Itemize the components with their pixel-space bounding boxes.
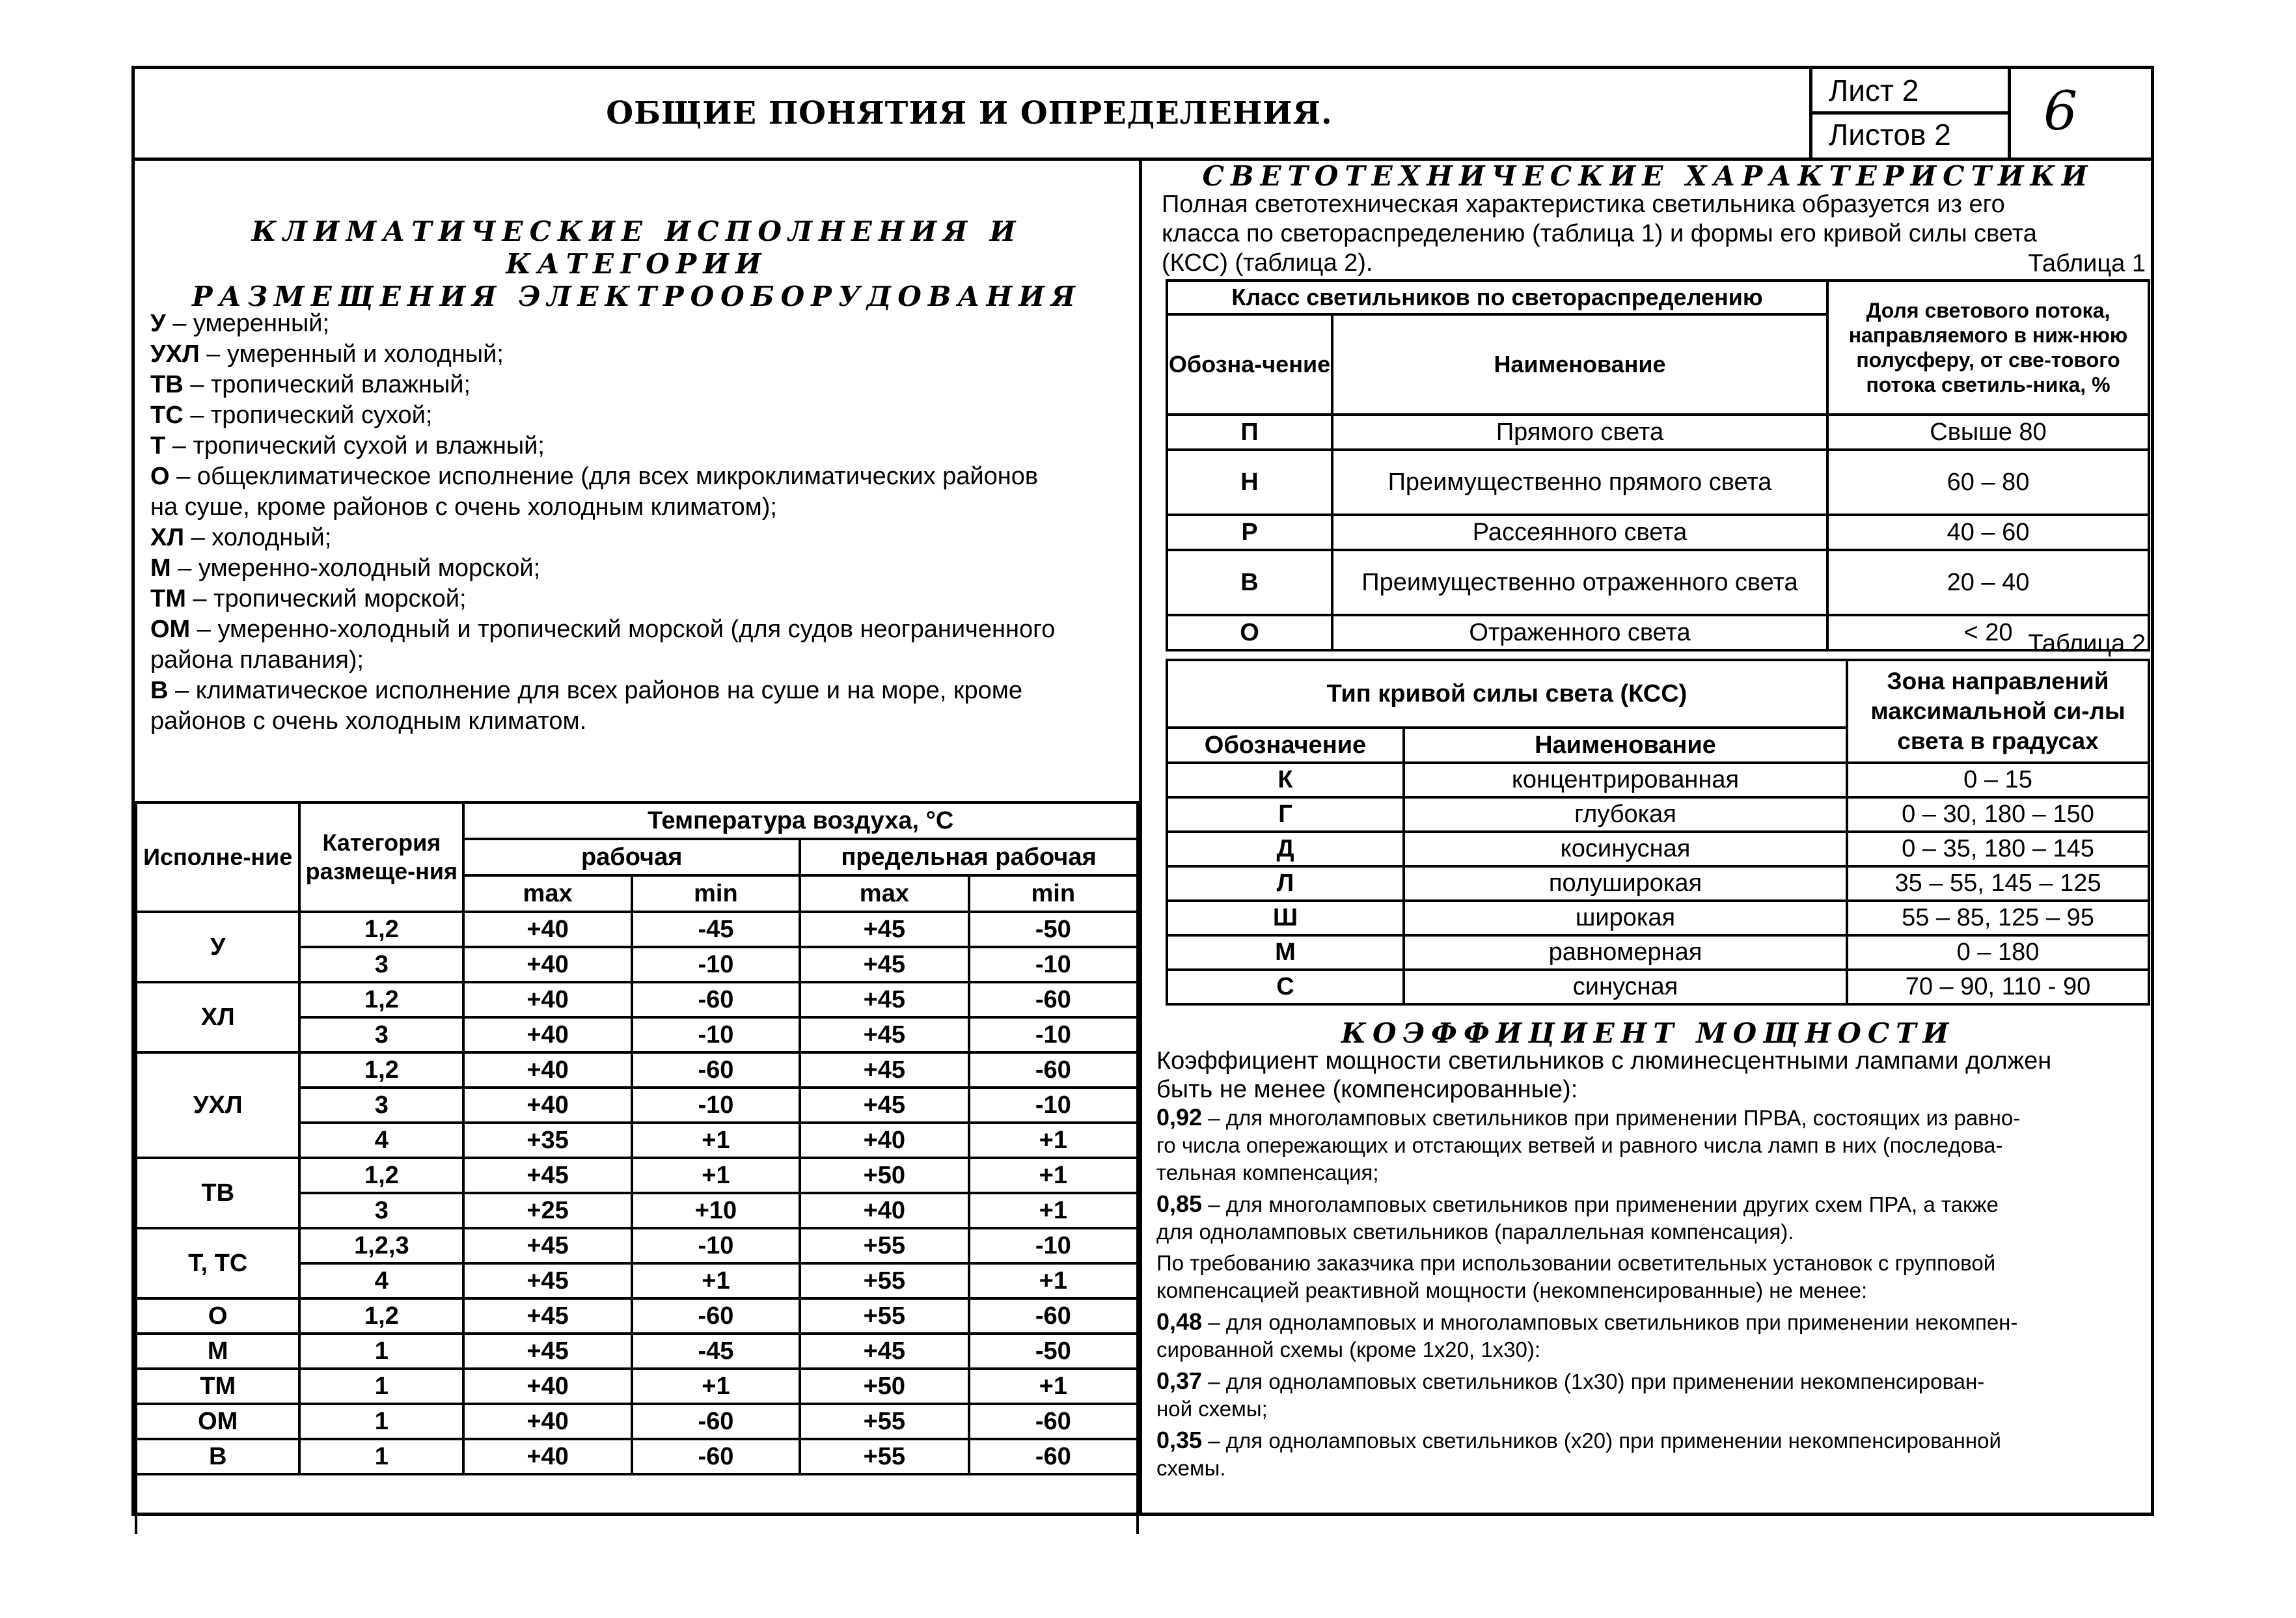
table-cell: 55 – 85, 125 – 95: [1847, 901, 2149, 935]
table-row: [1167, 450, 2149, 515]
table-cell: О: [1167, 615, 1332, 650]
th-max-zone: Зона направлений максимальной си-лы света в градусах: [1847, 660, 2149, 763]
curve-type-table: [1166, 659, 2150, 1006]
table-cell: 1: [299, 1404, 463, 1439]
power-p2: [1156, 1190, 2146, 1246]
table-row: [136, 1298, 1138, 1334]
light-intro-line: класса по светораспределению (таблица 1) и формы его кривой силы света: [1162, 220, 2037, 247]
power-intro-line: быть не менее (компенсированные):: [1156, 1076, 1578, 1103]
table-cell: +45: [800, 982, 969, 1017]
light-class-table: [1166, 279, 2150, 651]
execution-cell: ОМ: [136, 1404, 299, 1439]
th-limit: предельная рабочая: [800, 839, 1138, 875]
table-cell: глубокая: [1404, 797, 1847, 832]
table-row: [136, 1052, 1138, 1088]
power-p3-line: По требованию заказчика при использовании осветительных установок с групповой: [1156, 1251, 1996, 1275]
table-cell: 1: [299, 1439, 463, 1474]
power-p5-line: 0,37 – для одноламповых светильников (1х30) при применении некомпенсирован-: [1156, 1367, 1985, 1394]
power-p4: [1156, 1308, 2146, 1364]
climate-line-code: УХЛ: [150, 340, 200, 368]
climate-line: ОМ – умеренно-холодный и тропический морской (для судов неограниченного: [150, 616, 1056, 643]
execution-cell: УХЛ: [136, 1052, 299, 1158]
table-cell: -60: [632, 982, 800, 1017]
table-cell: 3: [299, 1088, 463, 1123]
table-cell: +45: [800, 1334, 969, 1369]
table-cell: 4: [299, 1263, 463, 1298]
table-cell: +45: [800, 1088, 969, 1123]
table-cell: Л: [1167, 866, 1404, 901]
table-cell: +40: [463, 1369, 632, 1404]
table-cell: 0 – 15: [1847, 763, 2149, 797]
temperature-table: [135, 801, 1139, 1534]
drawing-frame: [131, 66, 2154, 1516]
light-heading: СВЕТОТЕХНИЧЕСКИЕ ХАРАКТЕРИСТИКИ: [1202, 160, 2094, 192]
t2-header-row: [1167, 660, 2149, 728]
empty-cell: [136, 1474, 1138, 1534]
th-max: max: [800, 875, 969, 912]
climate-list: [150, 309, 1127, 737]
climate-line: на суше, кроме районов с очень холодным климатом);: [150, 493, 777, 521]
table-cell: +45: [463, 1263, 632, 1298]
table-cell: М: [1167, 935, 1404, 970]
power-p4-value: 0,48: [1156, 1308, 1203, 1335]
climate-line: районов с очень холодным климатом.: [150, 707, 587, 735]
table-cell: +40: [800, 1193, 969, 1228]
page-title: ОБЩИЕ ПОНЯТИЯ И ОПРЕДЕЛЕНИЯ.: [606, 95, 1333, 131]
table-row: [136, 912, 1138, 947]
table-row: [1167, 515, 2149, 550]
execution-cell: Т, ТС: [136, 1228, 299, 1298]
table-cell: -60: [632, 1404, 800, 1439]
power-p1-line: 0,92 – для многоламповых светильников при применении ПРВА, состоящих из равно-: [1156, 1104, 2021, 1131]
table-row: [136, 1158, 1138, 1193]
execution-cell: М: [136, 1334, 299, 1369]
table-cell: +1: [969, 1123, 1138, 1158]
table-cell: +50: [800, 1369, 969, 1404]
table-cell: +45: [800, 1017, 969, 1052]
table-cell: +1: [969, 1263, 1138, 1298]
table-row: [1167, 901, 2149, 935]
power-p6-line: схемы.: [1156, 1456, 1226, 1480]
table-cell: 1,2: [299, 1052, 463, 1088]
table-cell: +40: [463, 982, 632, 1017]
power-body: [1156, 1104, 2146, 1486]
table-cell: Г: [1167, 797, 1404, 832]
table-cell: 1,2: [299, 982, 463, 1017]
table-cell: +45: [800, 947, 969, 982]
climate-line-code: В: [150, 677, 169, 704]
table-cell: -10: [969, 1088, 1138, 1123]
table-cell: -10: [632, 1228, 800, 1263]
th-light-class: Класс светильников по светораспределению: [1167, 281, 1827, 314]
table-cell: +55: [800, 1228, 969, 1263]
climate-line-code: ТС: [150, 402, 184, 429]
table-cell: -50: [969, 1334, 1138, 1369]
table-cell: синусная: [1404, 970, 1847, 1004]
table-row: [1167, 970, 2149, 1004]
table-cell: В: [1167, 550, 1332, 615]
climate-line-code: ТМ: [150, 585, 186, 612]
climate-line-code: ОМ: [150, 616, 191, 643]
table-cell: +55: [800, 1263, 969, 1298]
table-cell: Д: [1167, 832, 1404, 866]
table-cell: полуширокая: [1404, 866, 1847, 901]
table-cell: -50: [969, 912, 1138, 947]
table-cell: 1: [299, 1334, 463, 1369]
execution-cell: ТМ: [136, 1369, 299, 1404]
table-cell: +45: [463, 1228, 632, 1263]
table-cell: -60: [969, 1052, 1138, 1088]
climate-line: В – климатическое исполнение для всех районов на суше и на море, кроме: [150, 677, 1023, 704]
power-p2-line: для одноламповых светильников (параллельная компенсация).: [1156, 1220, 1794, 1244]
th-name: Наименование: [1332, 314, 1827, 415]
power-p1-line: го числа опережающих и отстающих ветвей и равного числа ламп в них (последова-: [1156, 1133, 2003, 1157]
table-cell: 1,2,3: [299, 1228, 463, 1263]
power-p4-line: сированной схемы (кроме 1х20, 1х30):: [1156, 1337, 1541, 1362]
table-cell: 0 – 180: [1847, 935, 2149, 970]
table-row: [1167, 415, 2149, 450]
table-cell: Отраженного света: [1332, 615, 1827, 650]
power-p1-line: тельная компенсация;: [1156, 1160, 1379, 1185]
climate-line-code: ХЛ: [150, 524, 185, 551]
power-p6: [1156, 1427, 2146, 1482]
table-cell: +50: [800, 1158, 969, 1193]
table-cell: +40: [463, 912, 632, 947]
table-cell: Прямого света: [1332, 415, 1827, 450]
table-cell: -10: [632, 1088, 800, 1123]
th-working: рабочая: [463, 839, 800, 875]
table-row: [1167, 550, 2149, 615]
table-cell: -10: [969, 1228, 1138, 1263]
table-row: [136, 1369, 1138, 1404]
sheet-label: Лист 2: [1829, 74, 1919, 107]
table-cell: +40: [463, 1017, 632, 1052]
table-cell: +45: [463, 1158, 632, 1193]
column-divider: [1139, 161, 1142, 1516]
table-cell: 0 – 30, 180 – 150: [1847, 797, 2149, 832]
climate-heading-line1: КЛИМАТИЧЕСКИЕ ИСПОЛНЕНИЯ И КАТЕГОРИИ: [251, 215, 1022, 280]
th-designation: Обозначение: [1167, 728, 1404, 763]
table-cell: -60: [969, 1298, 1138, 1334]
climate-line: ТС – тропический сухой;: [150, 402, 433, 429]
table-cell: -60: [632, 1298, 800, 1334]
table-cell: 4: [299, 1123, 463, 1158]
th-min: min: [969, 875, 1138, 912]
th-execution: Исполне-ние: [136, 802, 299, 912]
table-cell: +40: [463, 1088, 632, 1123]
table-row: [136, 1334, 1138, 1369]
table-cell: Р: [1167, 515, 1332, 550]
table-cell: -60: [632, 1439, 800, 1474]
table-cell: +55: [800, 1404, 969, 1439]
power-p4-line: 0,48 – для одноламповых и многоламповых светильников при применении некомпен-: [1156, 1308, 2018, 1335]
table-row: [136, 1439, 1138, 1474]
table-cell: -60: [969, 1439, 1138, 1474]
climate-line: ТМ – тропический морской;: [150, 585, 467, 612]
table-cell: 40 – 60: [1827, 515, 2149, 550]
temp-header-row: [136, 802, 1138, 839]
table-row: [1167, 763, 2149, 797]
climate-line: У – умеренный;: [150, 310, 330, 337]
table-cell: 1,2: [299, 1298, 463, 1334]
climate-line-code: У: [150, 310, 166, 337]
table-cell: 3: [299, 1193, 463, 1228]
table-cell: 20 – 40: [1827, 550, 2149, 615]
table-cell: +45: [800, 912, 969, 947]
sheet-stamp: [1809, 69, 2149, 158]
climate-line: ХЛ – холодный;: [150, 524, 332, 551]
climate-line-code: М: [150, 555, 171, 582]
table-cell: 35 – 55, 145 – 125: [1847, 866, 2149, 901]
execution-cell: ХЛ: [136, 982, 299, 1052]
table-cell: +40: [463, 1052, 632, 1088]
table-cell: П: [1167, 415, 1332, 450]
climate-line: Т – тропический сухой и влажный;: [150, 432, 545, 459]
power-heading: КОЭФФИЦИЕНТ МОЩНОСТИ: [1341, 1017, 1956, 1049]
table-cell: +55: [800, 1439, 969, 1474]
th-max: max: [463, 875, 632, 912]
climate-line: М – умеренно-холодный морской;: [150, 555, 541, 582]
table-cell: +1: [969, 1193, 1138, 1228]
table-cell: +45: [463, 1298, 632, 1334]
table-cell: +40: [800, 1123, 969, 1158]
t1-header-row: [1167, 281, 2149, 314]
table-cell: 1: [299, 1369, 463, 1404]
table-cell: 3: [299, 1017, 463, 1052]
table-cell: +45: [800, 1052, 969, 1088]
table-row: [136, 1228, 1138, 1263]
table-cell: косинусная: [1404, 832, 1847, 866]
table-cell: -45: [632, 1334, 800, 1369]
table-cell: +1: [632, 1263, 800, 1298]
table-cell: Н: [1167, 450, 1332, 515]
climate-line-code: О: [150, 463, 170, 490]
power-p1-value: 0,92: [1156, 1104, 1203, 1131]
table-row: [136, 1404, 1138, 1439]
execution-cell: В: [136, 1439, 299, 1474]
table-row: [1167, 866, 2149, 901]
th-flux-share: Доля светового потока, направляемого в ниж-нюю полусферу, от све-тового потока светиль-ника, %: [1827, 281, 2149, 415]
climate-line: ТВ – тропический влажный;: [150, 371, 471, 398]
table-cell: +40: [463, 947, 632, 982]
power-p6-value: 0,35: [1156, 1427, 1203, 1453]
table-cell: 3: [299, 947, 463, 982]
table-cell: -60: [632, 1052, 800, 1088]
table-row: [136, 982, 1138, 1017]
table-cell: +45: [463, 1334, 632, 1369]
table-cell: 0 – 35, 180 – 145: [1847, 832, 2149, 866]
sheets-label: Листов 2: [1829, 118, 1951, 152]
page-number: 6: [2043, 81, 2078, 143]
table-cell: +40: [463, 1439, 632, 1474]
table-cell: -10: [969, 1017, 1138, 1052]
power-p6-line: 0,35 – для одноламповых светильников (х20) при применении некомпенсированной: [1156, 1427, 2001, 1453]
power-p2-line: 0,85 – для многоламповых светильников при применении других схем ПРА, а также: [1156, 1190, 1999, 1217]
th-temperature: Температура воздуха, °С: [463, 802, 1138, 839]
power-intro-line: Коэффициент мощности светильников с люминесцентными лампами должен: [1156, 1047, 2052, 1075]
table-row: [1167, 797, 2149, 832]
table-cell: +1: [969, 1369, 1138, 1404]
climate-line: УХЛ – умеренный и холодный;: [150, 340, 504, 368]
table-cell: +55: [800, 1298, 969, 1334]
table-row: [136, 1474, 1138, 1534]
table-cell: Свыше 80: [1827, 415, 2149, 450]
table-cell: Ш: [1167, 901, 1404, 935]
th-min: min: [632, 875, 800, 912]
climate-line-code: Т: [150, 432, 166, 459]
power-p5-value: 0,37: [1156, 1367, 1203, 1394]
power-p1: [1156, 1104, 2146, 1186]
table-cell: +1: [632, 1369, 800, 1404]
execution-cell: О: [136, 1298, 299, 1334]
table-cell: С: [1167, 970, 1404, 1004]
table-cell: -45: [632, 912, 800, 947]
climate-heading-line2: РАЗМЕЩЕНИЯ ЭЛЕКТРООБОРУДОВАНИЯ: [192, 281, 1082, 312]
table-cell: +40: [463, 1404, 632, 1439]
table-cell: 1,2: [299, 1158, 463, 1193]
table1-label: Таблица 1: [2028, 250, 2146, 277]
climate-line-code: ТВ: [150, 371, 184, 398]
execution-cell: У: [136, 912, 299, 982]
table2-label: Таблица 2: [2028, 630, 2146, 657]
power-p3: [1156, 1250, 2146, 1304]
light-intro-line: (КСС) (таблица 2).: [1162, 249, 1373, 277]
light-intro-line: Полная светотехническая характеристика светильника образуется из его: [1162, 191, 2005, 218]
table-cell: Рассеянного света: [1332, 515, 1827, 550]
table-cell: Преимущественно отраженного света: [1332, 550, 1827, 615]
table-cell: -60: [969, 1404, 1138, 1439]
table-cell: широкая: [1404, 901, 1847, 935]
table-cell: -60: [969, 982, 1138, 1017]
table-cell: +35: [463, 1123, 632, 1158]
power-p5-line: ной схемы;: [1156, 1397, 1268, 1421]
table-cell: +1: [632, 1158, 800, 1193]
table-cell: 60 – 80: [1827, 450, 2149, 515]
table-row: [1167, 935, 2149, 970]
power-p5: [1156, 1367, 2146, 1423]
power-p3-line: компенсацией реактивной мощности (некомпенсированные) не менее:: [1156, 1278, 1868, 1302]
climate-line: О – общеклиматическое исполнение (для всех микроклиматических районов: [150, 463, 1039, 490]
table-cell: равномерная: [1404, 935, 1847, 970]
table-cell: К: [1167, 763, 1404, 797]
th-curve-type: Тип кривой силы света (КСС): [1167, 660, 1847, 728]
climate-line: района плавания);: [150, 646, 364, 674]
table-row: [1167, 832, 2149, 866]
th-name: Наименование: [1404, 728, 1847, 763]
table-cell: +1: [969, 1158, 1138, 1193]
table-cell: -10: [632, 947, 800, 982]
table-cell: +1: [632, 1123, 800, 1158]
table-cell: Преимущественно прямого света: [1332, 450, 1827, 515]
climate-heading: [135, 215, 1139, 313]
power-p2-value: 0,85: [1156, 1190, 1203, 1217]
table-cell: 70 – 90, 110 - 90: [1847, 970, 2149, 1004]
execution-cell: ТВ: [136, 1158, 299, 1228]
th-category: Категория размеще-ния: [299, 802, 463, 912]
table-cell: +10: [632, 1193, 800, 1228]
table-cell: -10: [632, 1017, 800, 1052]
table-cell: 1,2: [299, 912, 463, 947]
table-cell: < 20: [1827, 615, 2149, 650]
table-cell: +25: [463, 1193, 632, 1228]
th-designation: Обозна-чение: [1167, 314, 1332, 415]
table-cell: концентрированная: [1404, 763, 1847, 797]
power-intro: [1156, 1047, 2146, 1104]
table-cell: -10: [969, 947, 1138, 982]
